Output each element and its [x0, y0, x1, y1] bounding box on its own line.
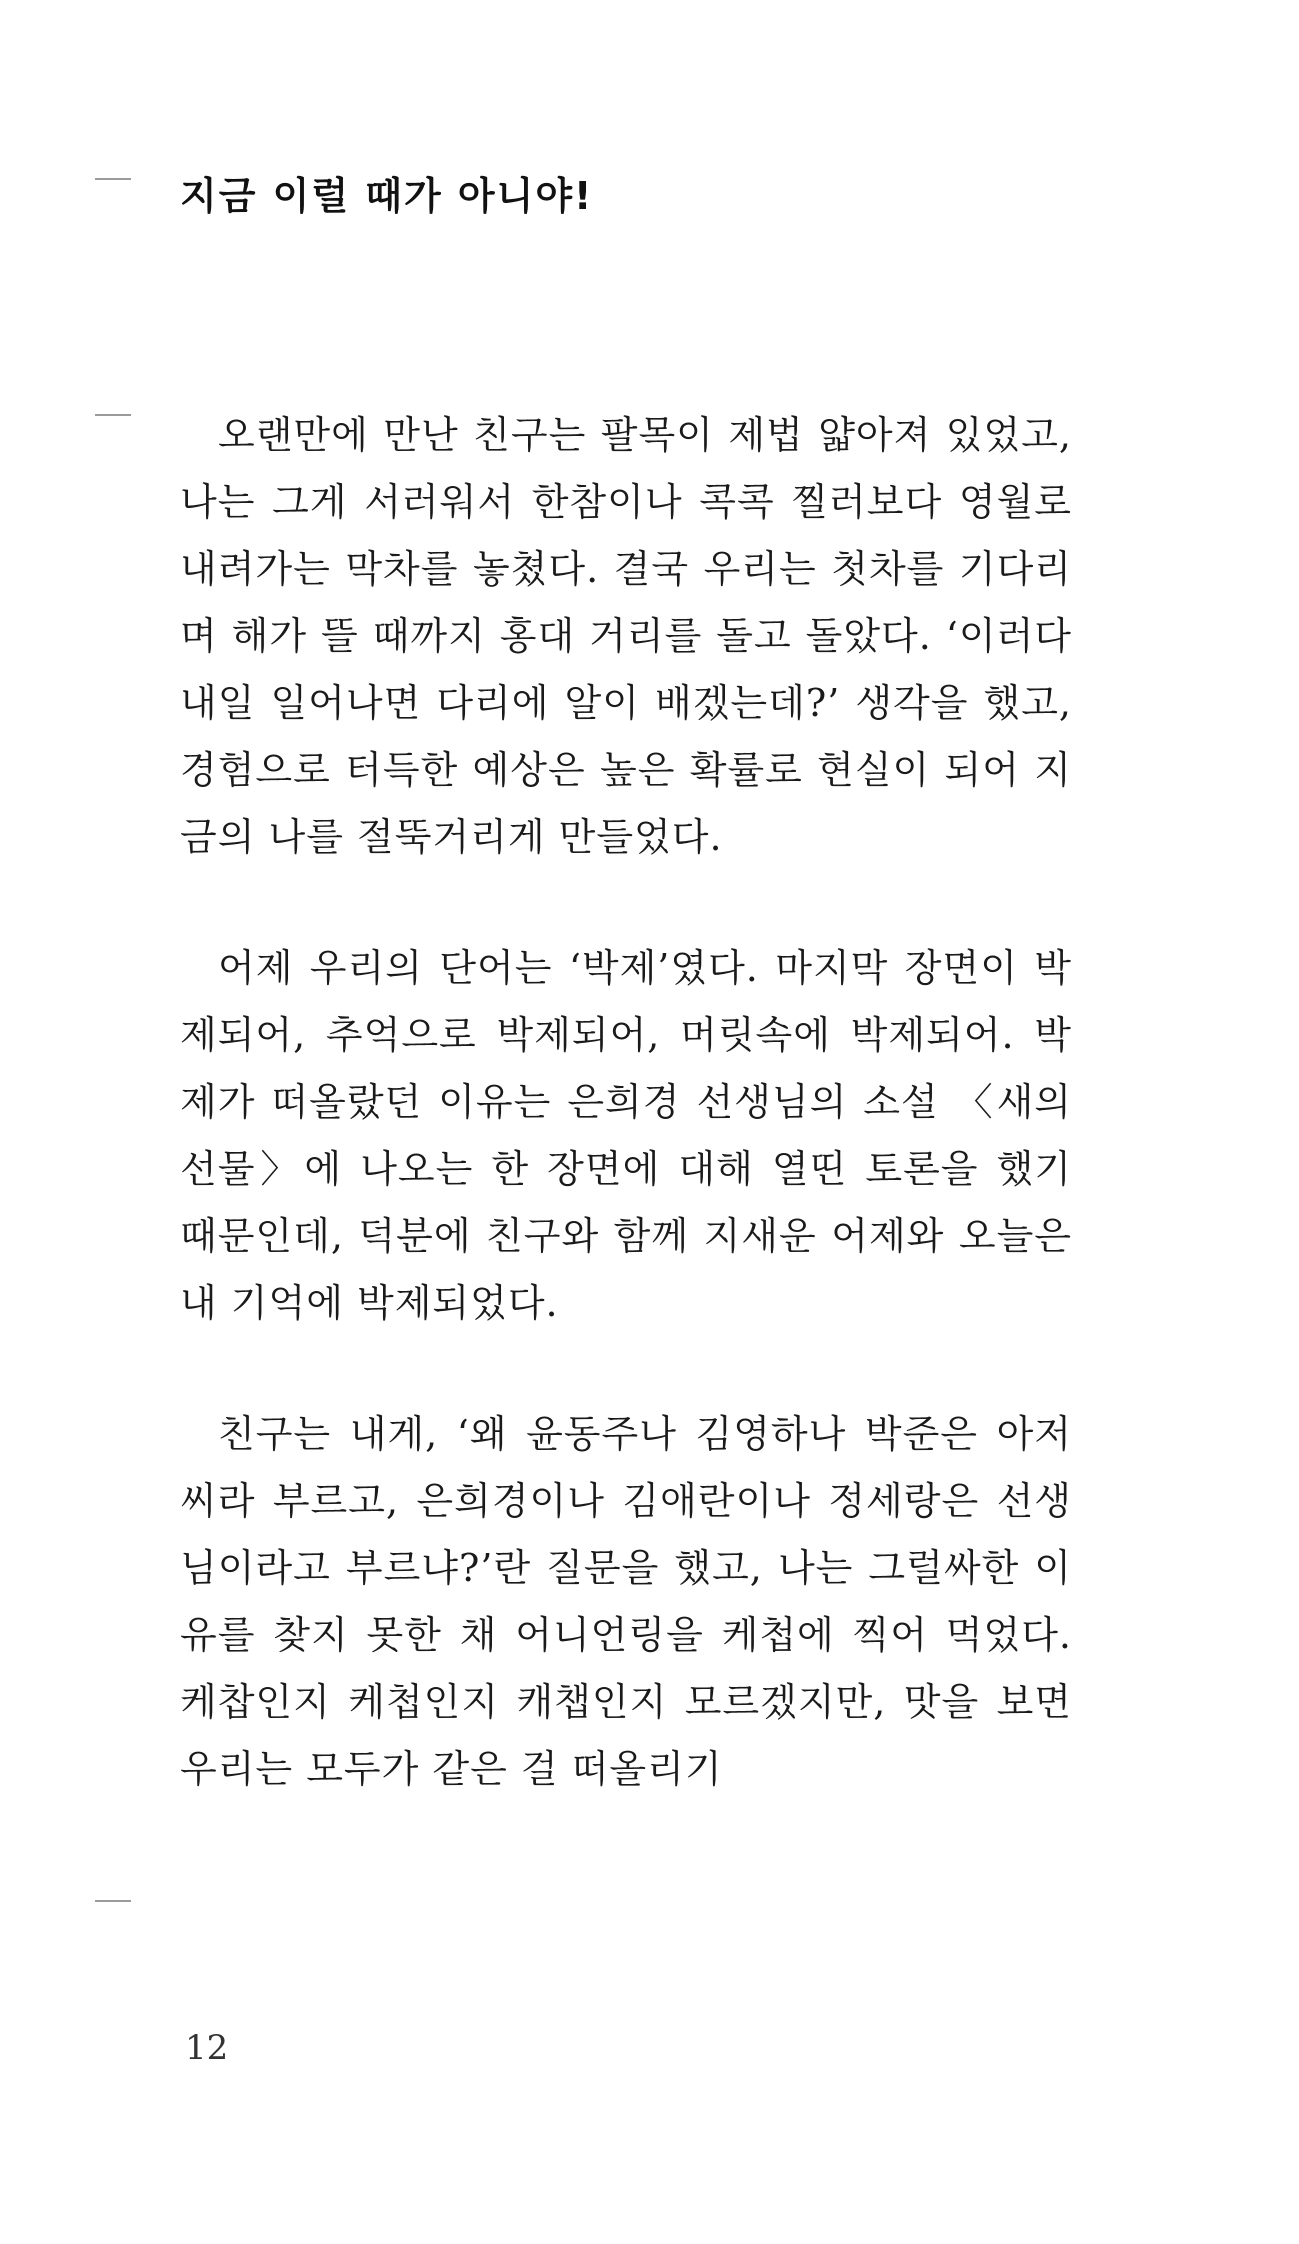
paragraph: 오랜만에 만난 친구는 팔목이 제법 얇아져 있었고, 나는 그게 서러워서 한참이나 콕콕 찔러보다 영월로 내려가는 막차를 놓쳤다. 결국 우리는 첫차를 기다리며 해가 뜰 때까지 홍대 거리를 돌고 돌았다. ‘이러다 내일 일어나면 다리에 알이 배겠는데?’ 생각을 했고, 경험으로 터득한 예상은 높은 확률로 현실이 되어 지금의 나를 절뚝거리게 만들었다. [180, 413, 1072, 859]
margin-mark [95, 414, 131, 416]
page-number: 12 [185, 2028, 229, 2068]
paragraph: 어제 우리의 단어는 ‘박제’였다. 마지막 장면이 박제되어, 추억으로 박제되어, 머릿속에 박제되어. 박제가 떠올랐던 이유는 은희경 선생님의 소설 〈새의 선물〉에 나오는 한 장면에 대해 열띤 토론을 했기 때문인데, 덕분에 친구와 함께 지새운 어제와 오늘은 내 기억에 박제되었다. [180, 946, 1072, 1325]
chapter-title: 지금 이럴 때가 아니야! [180, 174, 594, 218]
body-text [180, 402, 1072, 1867]
paragraph: 친구는 내게, ‘왜 윤동주나 김영하나 박준은 아저씨라 부르고, 은희경이나 김애란이나 정세랑은 선생님이라고 부르냐?’란 질문을 했고, 나는 그럴싸한 이유를 찾지 못한 채 어니언링을 케첩에 찍어 먹었다. 케찹인지 케첩인지 캐챕인지 모르겠지만, 맛을 보면 우리는 모두가 같은 걸 떠올리기 [180, 1412, 1072, 1791]
margin-mark [95, 178, 131, 180]
margin-mark [95, 1900, 131, 1902]
